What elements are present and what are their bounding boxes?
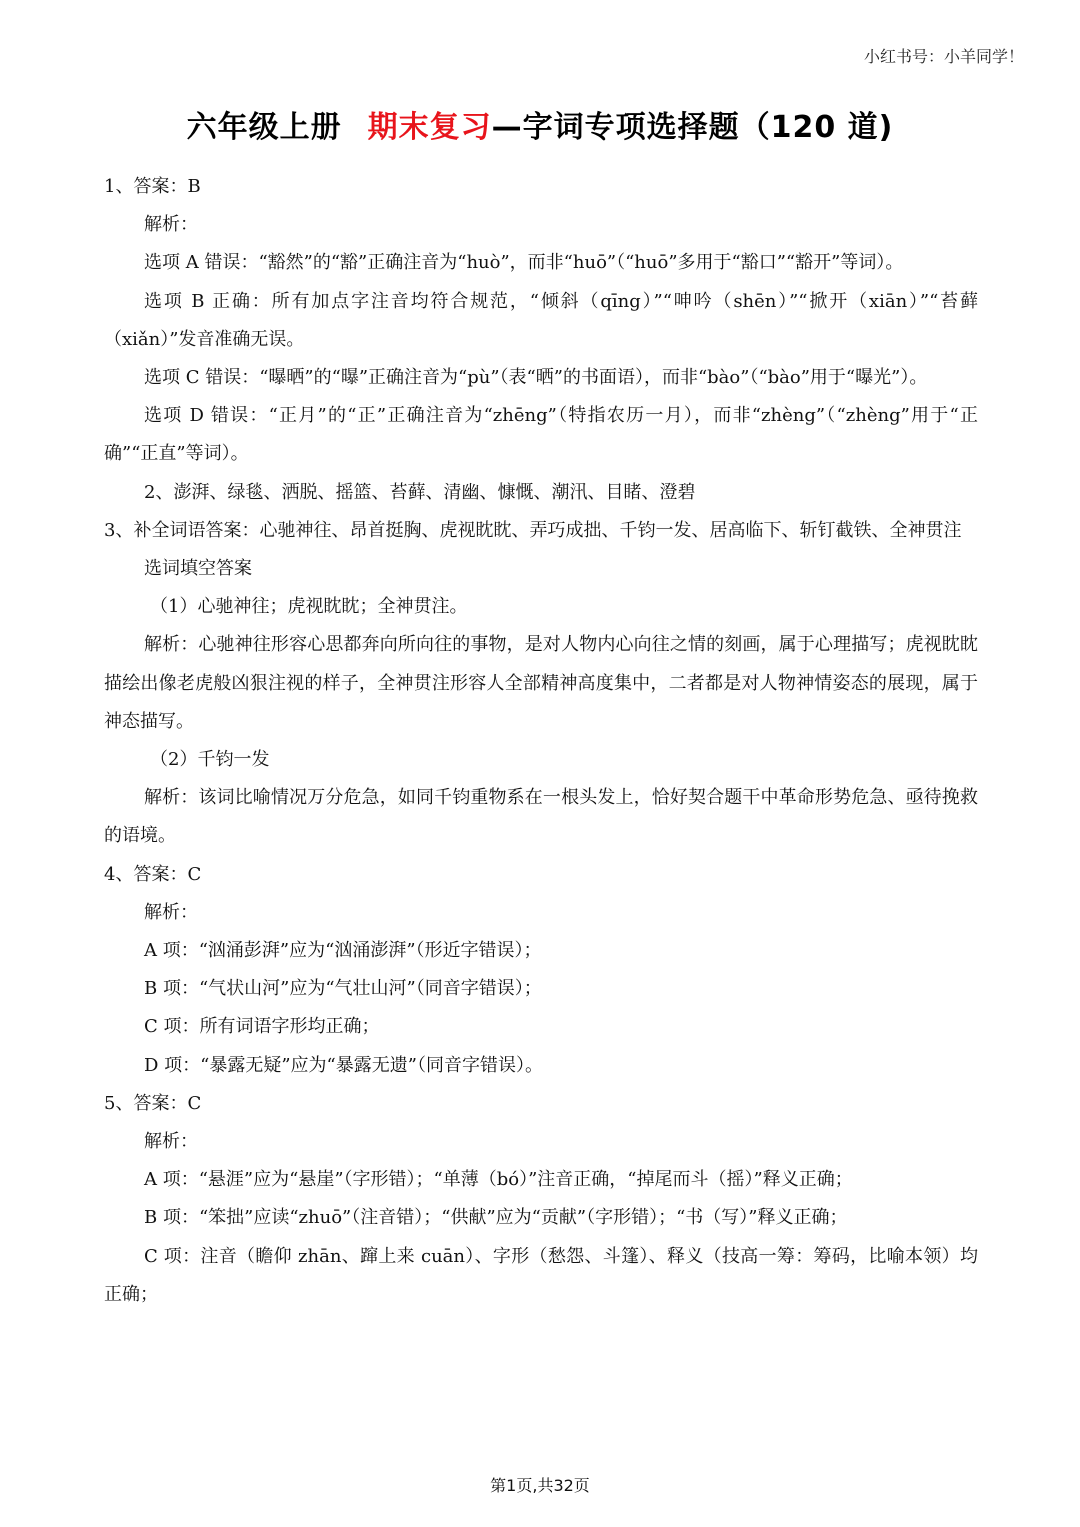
line-q3-part1: （1）心驰神往；虎视眈眈；全神贯注。 [150, 596, 468, 618]
line-q2-answer: 2、澎湃、绿毯、洒脱、摇篮、苔藓、清幽、慷慨、潮汛、目睹、澄碧 [144, 481, 696, 503]
page-number: 第1页,共32页 [490, 1476, 590, 1495]
title-grade: 六年级上册 [186, 110, 342, 145]
line-q1-option-a: 选项 A 错误：“豁然”的“豁”正确注音为“huò”，而非“huō”（“huō”多用于“豁口”“豁开”等词）。 [144, 252, 904, 274]
line-q3-fill-heading: 选词填空答案 [144, 558, 252, 580]
page-title [0, 102, 1080, 146]
line-q4-option-d: D 项：“暴露无疑”应为“暴露无遗”（同音字错误）。 [144, 1054, 543, 1076]
line-q1-analysis-label: 解析： [144, 214, 198, 236]
answer-content [104, 168, 978, 1314]
line-q4-analysis-label: 解析： [144, 901, 198, 923]
line-q1-answer: 1、答案：B [104, 176, 201, 197]
line-q3-answer: 3、补全词语答案：心驰神往、昂首挺胸、虎视眈眈、弄巧成拙、千钧一发、居高临下、斩钉截铁、全神贯注 [104, 519, 962, 541]
line-q5-answer: 5、答案：C [104, 1092, 202, 1114]
line-q5-analysis-label: 解析： [144, 1131, 198, 1153]
line-q4-option-c: C 项：所有词语字形均正确； [144, 1016, 380, 1038]
title-subject: —字词专项选择题（120 道) [491, 110, 894, 145]
line-q5-option-a: A 项：“悬涯”应为“悬崖”（字形错）；“单薄（bó）”注音正确，“掉尾而斗（摇）”释义正确； [144, 1169, 853, 1191]
line-q4-option-a: A 项：“汹涌彭湃”应为“汹涌澎湃”（形近字错误）； [144, 940, 542, 962]
line-q3-part1-analysis: 解析：心驰神往形容心思都奔向所向往的事物，是对人物内心向往之情的刻画，属于心理描写；虎视眈眈描绘出像老虎般凶狠注视的样子，全神贯注形容人全部精神高度集中，二者都是对人物神情姿态的展现，属于神态描写。 [104, 634, 978, 732]
line-q1-option-b: 选项 B 正确：所有加点字注音均符合规范，“倾斜（qīng）”“呻吟（shēn）”“掀开（xiān）”“苔藓（xiǎn）”发音准确无误。 [104, 290, 978, 350]
line-q3-part2: （2）千钧一发 [150, 749, 270, 771]
line-q5-option-b: B 项：“笨拙”应读“zhuō”（注音错）；“供献”应为“贡献”（字形错）；“书（写）”释义正确； [144, 1207, 848, 1229]
watermark-text: 小红书号：小羊同学！ [863, 47, 1024, 66]
title-highlight: 期末复习 [367, 110, 492, 145]
line-q4-answer: 4、答案：C [104, 863, 202, 885]
line-q1-option-d: 选项 D 错误：“正月”的“正”正确注音为“zhēng”（特指农历一月），而非“zhèng”（“zhèng”用于“正确”“正直”等词）。 [104, 405, 978, 465]
line-q4-option-b: B 项：“气状山河”应为“气壮山河”（同音字错误）； [144, 978, 542, 1000]
line-q3-part2-analysis: 解析：该词比喻情况万分危急，如同千钧重物系在一根头发上，恰好契合题干中革命形势危急、亟待挽救的语境。 [104, 787, 978, 847]
line-q1-option-c: 选项 C 错误：“曝晒”的“曝”正确注音为“pù”（表“晒”的书面语），而非“bào”（“bào”用于“曝光”）。 [144, 367, 928, 389]
line-q5-option-c: C 项：注音（瞻仰 zhān、蹿上来 cuān）、字形（愁怨、斗篷）、释义（技高一筹：筹码，比喻本领）均正确； [104, 1245, 978, 1305]
